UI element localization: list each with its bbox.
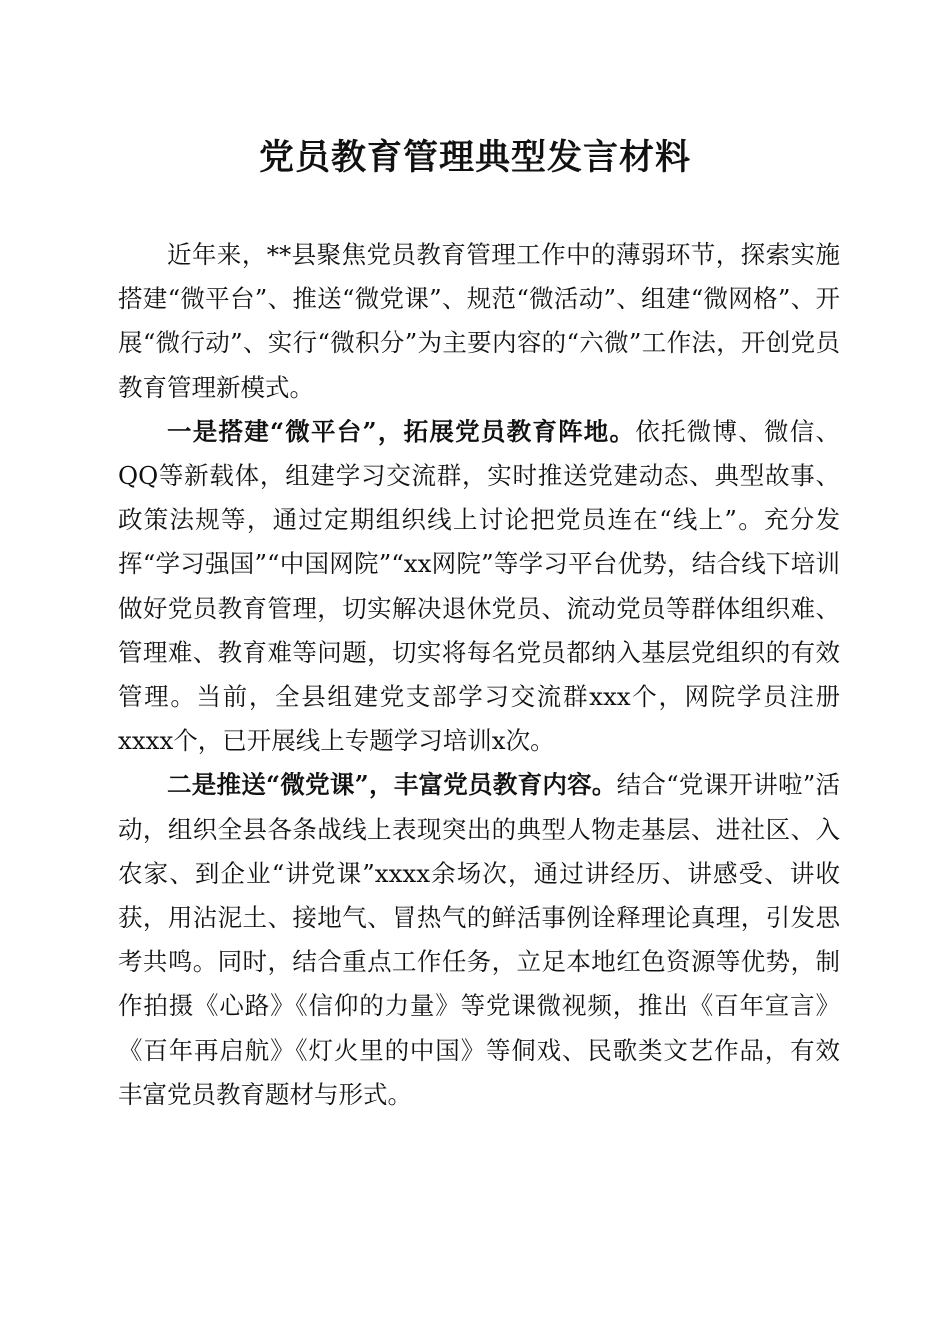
document-title: 党员教育管理典型发言材料 [258, 137, 691, 178]
paragraph-intro [118, 233, 840, 410]
document-body [118, 233, 840, 1117]
paragraph-micro-lesson [118, 763, 840, 1117]
paragraph-lead: 二是推送“微党课”，丰富党员教育内容。 [167, 770, 617, 800]
paragraph-lead: 一是搭建“微平台”，拓展党员教育阵地。 [167, 416, 636, 446]
paragraph-text: 结合“党课开讲啦”活动，组织全县各条战线上表现突出的典型人物走基层、进社区、入农家、到企业“讲党课”xxxx余场次，通过讲经历、讲感受、讲收获，用沾泥土、接地气、冒热气的鲜活事例诠释理论真理，引发思考共鸣。同时，结合重点工作任务，立足本地红色资源等优势，制作拍摄《心路》《信仰的力量》等党课微视频，推出《百年宣言》《百年再启航》《灯火里的中国》等侗戏、民歌类文艺作品，有效丰富党员教育题材与形式。 [118, 770, 840, 1109]
paragraph-text: 近年来，**县聚焦党员教育管理工作中的薄弱环节，探索实施搭建“微平台”、推送“微党课”、规范“微活动”、组建“微网格”、开展“微行动”、实行“微积分”为主要内容的“六微”工作法，开创党员教育管理新模式。 [118, 240, 840, 402]
paragraph-micro-platform [118, 410, 840, 764]
paragraph-text: 依托微博、微信、QQ等新载体，组建学习交流群，实时推送党建动态、典型故事、政策法规等，通过定期组织线上讨论把党员连在“线上”。充分发挥“学习强国”“中国网院”“xx网院”等学习平台优势，结合线下培训做好党员教育管理，切实解决退休党员、流动党员等群体组织难、管理难、教育难等问题，切实将每名党员都纳入基层党组织的有效管理。当前，全县组建党支部学习交流群xxx个，网院学员注册xxxx个，已开展线上专题学习培训x次。 [118, 416, 840, 756]
